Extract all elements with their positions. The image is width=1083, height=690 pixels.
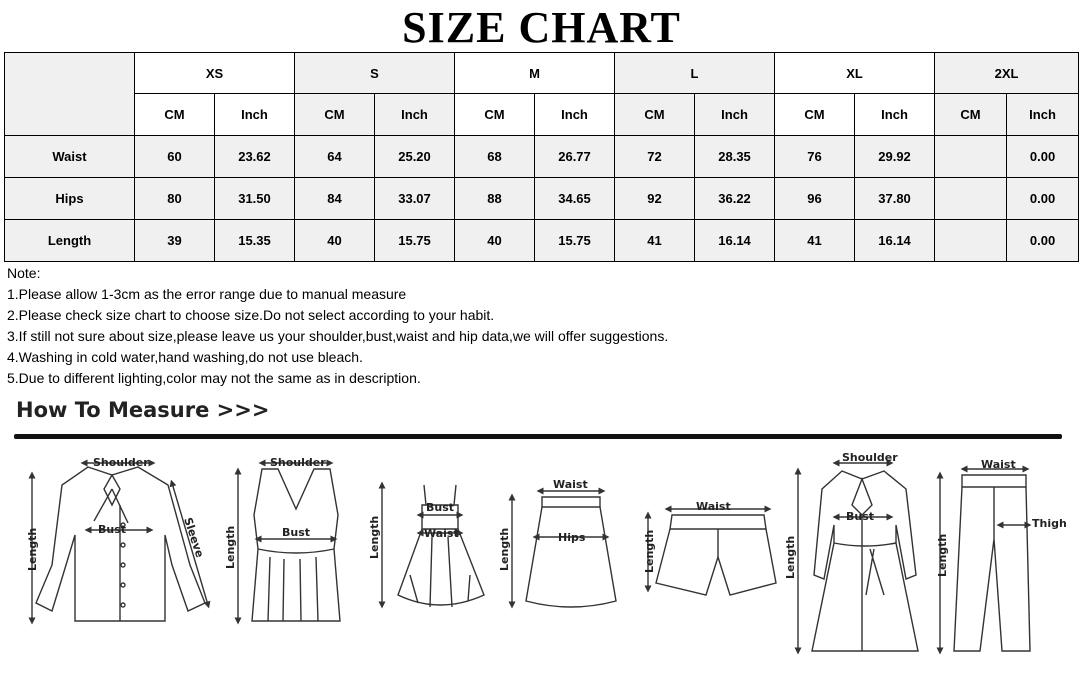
shoulder-label: Shoulder [842,451,898,464]
waist-label: Waist [553,478,588,491]
table-cell: 60 [135,136,215,178]
unit-header: Inch [855,94,935,136]
table-cell: 39 [135,220,215,262]
bust-label: Bust [846,510,875,523]
table-cell: 15.75 [535,220,615,262]
unit-header: CM [615,94,695,136]
measurement-illustrations [0,445,1083,685]
shoulder-label: Shoulder [93,456,149,469]
table-cell: 23.62 [215,136,295,178]
bust-label: Bust [426,501,455,514]
note-line: 1.Please allow 1-3cm as the error range due to manual measure [7,286,407,302]
length-label: Length [498,527,511,571]
table-cell: 40 [455,220,535,262]
how-to-measure-heading: How To Measure >>> [16,398,270,422]
table-cell [935,220,1007,262]
waist-label: Waist [981,458,1016,471]
waist-label: Waist [424,527,459,540]
unit-header: CM [135,94,215,136]
size-header: XS [135,53,295,94]
table-cell: 76 [775,136,855,178]
length-label: Length [936,533,949,577]
note-line: 2.Please check size chart to choose size.Do not select according to your habit. [7,307,495,323]
table-cell: 28.35 [695,136,775,178]
row-label: Length [5,220,135,262]
sleeve-label: Sleeve [181,515,207,560]
unit-header: CM [775,94,855,136]
table-cell: 15.35 [215,220,295,262]
table-cell: 31.50 [215,178,295,220]
table-cell: 29.92 [855,136,935,178]
table-cell: 41 [615,220,695,262]
unit-header: CM [455,94,535,136]
table-cell: 34.65 [535,178,615,220]
table-cell: 88 [455,178,535,220]
table-cell: 40 [295,220,375,262]
table-cell: 41 [775,220,855,262]
note-heading: Note: [7,265,41,281]
table-cell: 37.80 [855,178,935,220]
row-label: Hips [5,178,135,220]
table-row [5,178,1079,220]
table-cell: 26.77 [535,136,615,178]
length-label: Length [643,529,656,573]
unit-header: Inch [375,94,455,136]
table-row [5,136,1079,178]
table-cell: 84 [295,178,375,220]
table-cell: 36.22 [695,178,775,220]
table-cell: 92 [615,178,695,220]
pants-icon [940,469,1030,651]
unit-header: Inch [215,94,295,136]
length-label: Length [784,535,797,579]
bust-label: Bust [98,523,127,536]
page-title: SIZE CHART [402,3,681,52]
unit-header: CM [295,94,375,136]
size-header: S [295,53,455,94]
note-line: 3.If still not sure about size,please leave us your shoulder,bust,waist and hip data,we will offer suggestions. [7,328,669,344]
coat-dress-icon [798,463,918,651]
shoulder-label: Shoulder [270,456,326,469]
shorts-icon [648,509,776,595]
table-cell: 33.07 [375,178,455,220]
bust-label: Bust [282,526,311,539]
unit-header: Inch [695,94,775,136]
divider-rule [14,434,1062,439]
unit-header: Inch [1007,94,1079,136]
table-cell: 0.00 [1007,136,1079,178]
row-label: Waist [5,136,135,178]
blouse-icon [32,463,208,621]
size-header: L [615,53,775,94]
table-cell: 72 [615,136,695,178]
table-cell: 80 [135,178,215,220]
length-label: Length [224,525,237,569]
notes-section [7,263,1077,389]
length-label: Length [26,527,39,571]
size-header: XL [775,53,935,94]
unit-header: Inch [535,94,615,136]
thigh-label: Thigh [1032,517,1067,530]
table-cell [935,136,1007,178]
table-cell: 16.14 [855,220,935,262]
size-header: 2XL [935,53,1079,94]
size-chart-table [4,52,1079,262]
table-cell: 25.20 [375,136,455,178]
length-label: Length [368,515,381,559]
table-cell: 64 [295,136,375,178]
table-cell: 0.00 [1007,220,1079,262]
skirt-icon [512,491,616,607]
table-cell: 0.00 [1007,178,1079,220]
note-line: 5.Due to different lighting,color may not the same as in description. [7,370,421,386]
table-cell: 96 [775,178,855,220]
note-line: 4.Washing in cold water,hand washing,do not use bleach. [7,349,363,365]
size-header: M [455,53,615,94]
hips-label: Hips [558,531,586,544]
table-cell: 15.75 [375,220,455,262]
table-cell: 68 [455,136,535,178]
tank-top-icon [238,463,340,621]
table-cell [935,178,1007,220]
waist-label: Waist [696,500,731,513]
unit-header: CM [935,94,1007,136]
table-cell: 16.14 [695,220,775,262]
corner-cell [5,53,135,136]
table-row [5,220,1079,262]
